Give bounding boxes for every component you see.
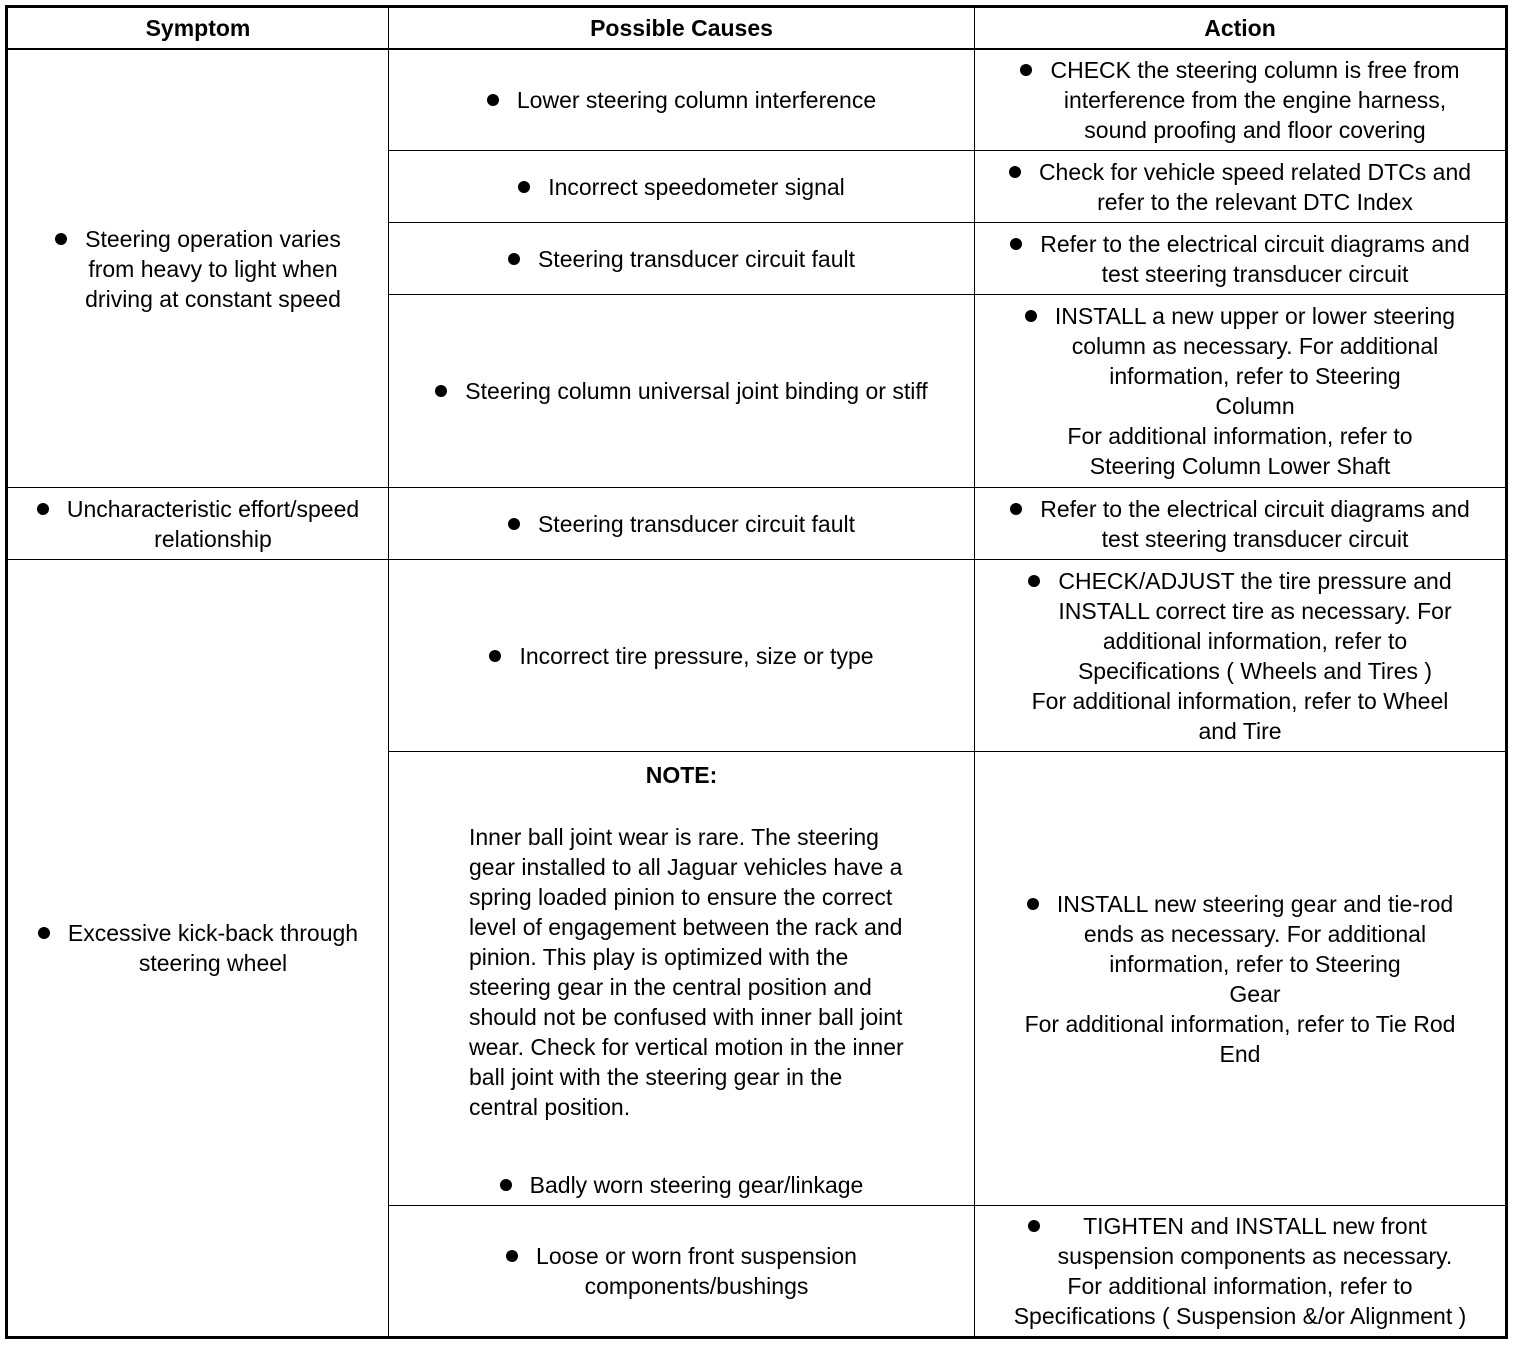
bullet-icon [1010,503,1022,515]
header-symptom: Symptom [145,15,251,41]
bullet-icon [1025,310,1037,322]
cause-cell [389,223,974,294]
cause-cell [389,151,974,222]
cause-cell [389,1206,974,1336]
bullet-item: CHECK the steering column is free from interference from the engine harness, sound proofing and floor covering [1020,55,1459,145]
bullet-icon [38,927,50,939]
bullet-icon [1020,64,1032,76]
cause-cell [389,295,974,487]
bullet-icon [489,650,501,662]
bullet-icon [508,253,520,265]
table-border-right [1505,5,1508,1339]
bullet-item: INSTALL new steering gear and tie-rod ends as necessary. For additional information, refer to Steering Gear [1027,889,1453,1009]
action-cell: TIGHTEN and INSTALL new front suspension components as necessary. For additional information, refer to Specifications ( Suspension &/or Alignment ) [1013,1213,1467,1329]
bullet-item: Loose or worn front suspension components/bushings [506,1241,857,1301]
bullet-icon [55,233,67,245]
note-title: NOTE: [645,762,718,788]
bullet-item: Badly worn steering gear/linkage [500,1170,864,1200]
bullet-item: CHECK/ADJUST the tire pressure and INSTALL correct tire as necessary. For additional information, refer to Specifications ( Wheels and Tires ) [1028,566,1451,686]
cause-cell [389,488,974,559]
bullet-icon [1009,166,1021,178]
cause-bullet-wrap [389,1170,974,1200]
action-cell: INSTALL a new upper or lower steering column as necessary. For additional information, refer to Steering Column For additional information, refer to Steering Column Lower Shaft [975,295,1505,487]
bullet-item: Refer to the electrical circuit diagrams and test steering transducer circuit [1010,494,1470,554]
bullet-item: TIGHTEN and INSTALL new front suspension components as necessary. [1028,1211,1453,1271]
bullet-item: Incorrect speedometer signal [518,172,845,202]
bullet-item: Incorrect tire pressure, size or type [489,641,873,671]
bullet-icon [1028,575,1040,587]
action-cell: INSTALL new steering gear and tie-rod ends as necessary. For additional information, refer to Steering Gear For additional information, refer to Tie Rod End [1024,890,1456,1067]
bullet-icon [435,385,447,397]
bullet-icon [1028,1220,1040,1232]
bullet-icon [506,1250,518,1262]
bullet-icon [487,94,499,106]
cause-cell [389,752,974,1205]
action-cell [975,223,1505,294]
bullet-item: Steering transducer circuit fault [508,244,855,274]
bullet-item: Check for vehicle speed related DTCs and refer to the relevant DTC Index [1009,157,1471,217]
bullet-item: Steering transducer circuit fault [508,509,855,539]
action-cell [975,151,1505,222]
bullet-item: Steering operation varies from heavy to light when driving at constant speed [55,224,341,314]
action-cell [975,488,1505,559]
action-cell: CHECK/ADJUST the tire pressure and INSTALL correct tire as necessary. For additional information, refer to Specifications ( Wheels and Tires ) For additional information, refer to Wheel and Tire [975,560,1505,751]
bullet-icon [1027,898,1039,910]
header-causes: Possible Causes [590,15,773,41]
header-action: Action [1204,15,1276,41]
note-text: Inner ball joint wear is rare. The steering gear installed to all Jaguar vehicles have a spring loaded pinion to ensure the correct level of engagement between the rack and pinion. This play is optimized with the steering gear in the central position and should not be confused with inner ball joint wear. Check for vertical motion in the inner ball joint with the steering gear in the central position. [469,824,904,1120]
bullet-item: Refer to the electrical circuit diagrams and test steering transducer circuit [1010,229,1470,289]
bullet-icon [518,181,530,193]
bullet-item: Lower steering column interference [487,85,876,115]
bullet-icon [508,518,520,530]
bullet-item: Steering column universal joint binding or stiff [435,376,927,406]
bullet-icon [500,1179,512,1191]
bullet-item: INSTALL a new upper or lower steering column as necessary. For additional information, refer to Steering Column [1025,301,1455,421]
cause-cell [389,560,974,751]
symptom-cell [8,488,388,559]
symptom-cell [8,50,388,487]
cause-cell [389,50,974,150]
bullet-icon [1010,238,1022,250]
symptom-cell [8,560,388,1336]
bullet-item: Excessive kick-back through steering wheel [38,918,358,978]
bullet-item: Uncharacteristic effort/speed relationship [37,494,359,554]
action-cell [975,50,1505,150]
table-border-bottom [5,1336,1508,1339]
bullet-icon [37,503,49,515]
